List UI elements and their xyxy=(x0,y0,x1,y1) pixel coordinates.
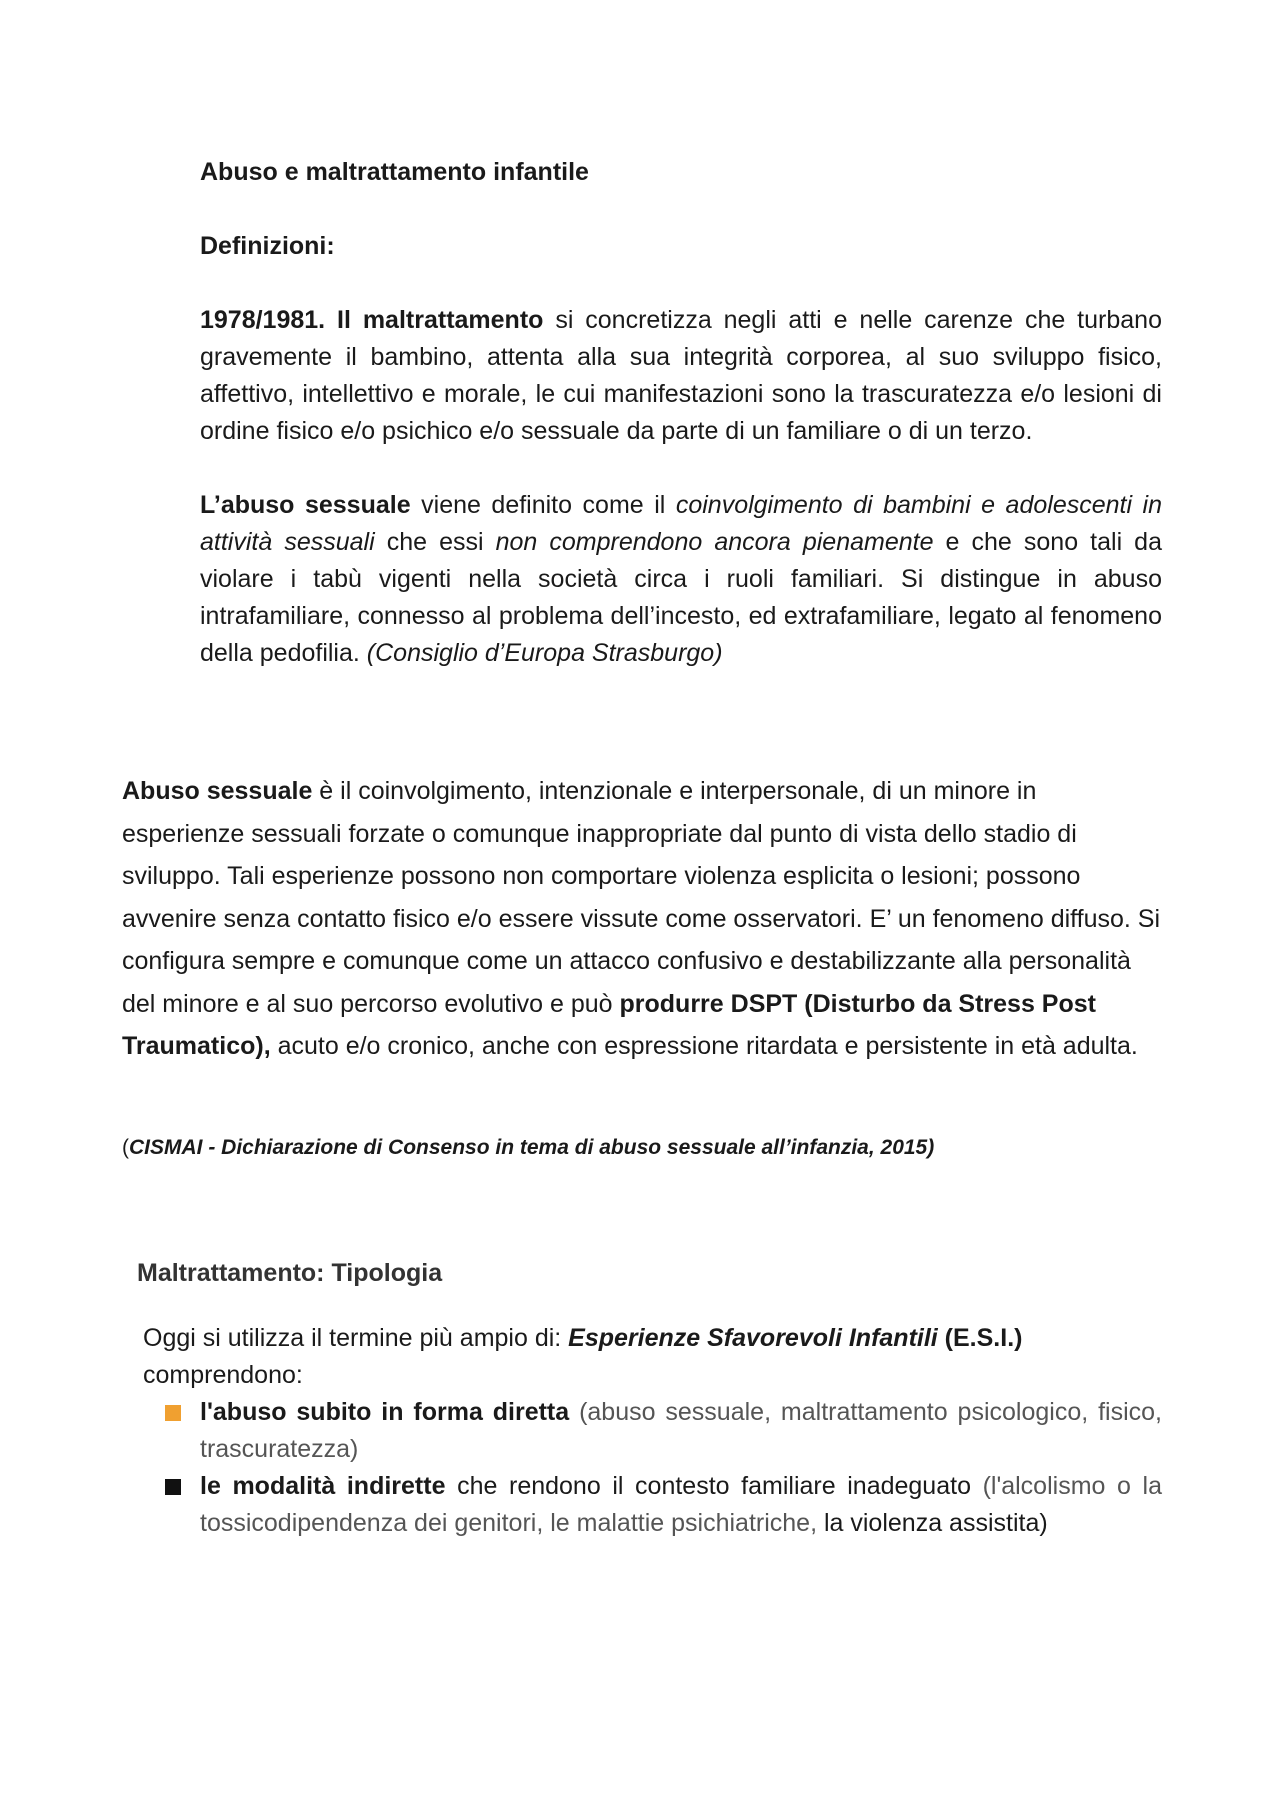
black-square-bullet-icon xyxy=(165,1479,181,1495)
list-item xyxy=(160,1394,1162,1468)
definition-sexual-abuse xyxy=(200,487,1162,672)
definition-text-part: che essi xyxy=(374,528,496,556)
definitions-heading: Definizioni: xyxy=(200,232,335,260)
list-item-bold: le modalità indirette xyxy=(200,1472,446,1500)
document-title: Abuso e maltrattamento infantile xyxy=(200,158,589,186)
definition-maltreatment xyxy=(200,302,1162,450)
sexual-abuse-paragraph xyxy=(122,770,1162,1068)
definition-source: (Consiglio d’Europa Strasburgo) xyxy=(366,639,723,667)
list-item xyxy=(160,1468,1162,1542)
dspt-term: produrre DSPT (Disturbo da Stress Post Traumatico), xyxy=(122,989,1096,1060)
citation xyxy=(122,1134,934,1162)
list-item-bold: l'abuso subito in forma diretta xyxy=(200,1398,570,1426)
typology-list xyxy=(160,1394,1162,1542)
definition-italic-part: non comprendono ancora pienamente xyxy=(495,528,934,556)
list-item-text: (abuso sessuale, maltrattamento psicologico, fisico, trascuratezza) xyxy=(200,1398,1162,1463)
typology-intro-text-2: comprendono: xyxy=(143,1361,303,1389)
esi-acronym: (E.S.I.) xyxy=(937,1324,1023,1352)
list-item-text: che rendono il contesto familiare inadeguato xyxy=(445,1472,971,1500)
definition-text-part: viene definito come il xyxy=(410,491,676,519)
sexual-abuse-text: è il coinvolgimento, intenzionale e interpersonale, di un minore in esperienze sessuali forzate o comunque inappropriate dal punto di vista dello stadio di sviluppo. Tali esperienze possono non comportare violenza esplicita o lesioni; possono avvenire senza contatto fisico e/o essere vissute come osservatori. E’ un fenomeno diffuso. Si configura sempre e comunque come un attacco confusivo e destabilizzante alla personalità del minore e al suo percorso evolutivo e può xyxy=(122,777,1161,1018)
list-item-text-tail: la violenza assistita) xyxy=(817,1509,1048,1537)
esi-term: Esperienze Sfavorevoli Infantili xyxy=(568,1324,938,1352)
definition-italic-part: coinvolgimento di bambini e adolescenti in attività sessuali xyxy=(200,491,1163,556)
definition-maltreatment-text: si concretizza negli atti e nelle carenze che turbano gravemente il bambino, attenta alla sua integrità corporea, al suo sviluppo fisico, affettivo, intellettivo e morale, le cui manifestazioni sono la trascuratezza e/o lesioni di ordine fisico e/o psichico e/o sessuale da parte di un familiare o di un terzo. xyxy=(200,306,1162,445)
typology-intro xyxy=(143,1320,1163,1394)
definition-term-sexual-abuse: L’abuso sessuale xyxy=(200,491,411,519)
sexual-abuse-text-end: acuto e/o cronico, anche con espressione ritardata e persistente in età adulta. xyxy=(270,1032,1138,1060)
definition-year: 1978/1981. xyxy=(200,306,326,334)
typology-intro-text: Oggi si utilizza il termine più ampio di: xyxy=(143,1324,569,1352)
definition-term-maltreatment: Il maltrattamento xyxy=(337,306,544,334)
list-item-text-gray: (l'alcolismo o la tossicodipendenza dei genitori, le malattie psichiatriche, xyxy=(200,1472,1162,1537)
orange-square-bullet-icon xyxy=(165,1405,181,1421)
citation-text: CISMAI - Dichiarazione di Consenso in tema di abuso sessuale all’infanzia, 2015) xyxy=(129,1136,935,1159)
typology-heading: Maltrattamento: Tipologia xyxy=(137,1259,443,1287)
definition-text-part: e che sono tali da violare i tabù vigenti nella società circa i ruoli familiari. Si distingue in abuso intrafamiliare, connesso al problema dell’incesto, ed extrafamiliare, legato al fenomeno della pedofilia. xyxy=(200,528,1162,667)
citation-paren: ( xyxy=(122,1136,129,1159)
sexual-abuse-term: Abuso sessuale xyxy=(122,777,313,805)
